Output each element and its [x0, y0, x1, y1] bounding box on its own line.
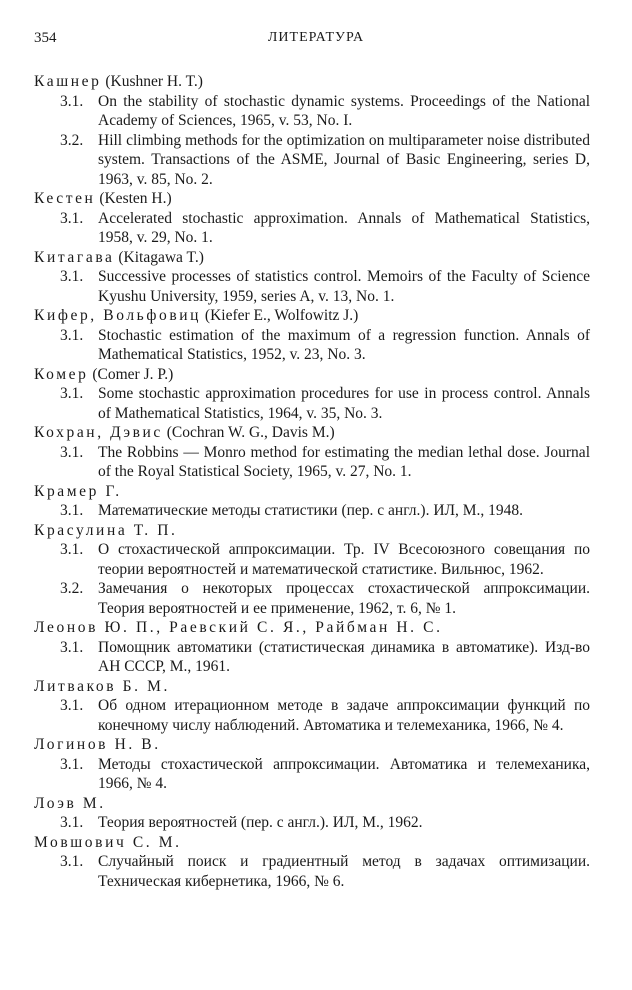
reference-entry	[34, 131, 590, 190]
entry-number: 3.1.	[60, 443, 84, 461]
entry-text: The Robbins — Monro method for estimating the median lethal dose. Journal of the Royal Statistical Society, 1965, v. 27, No. 1.	[98, 443, 590, 480]
reference-author	[34, 306, 590, 326]
reference-author	[34, 72, 590, 92]
reference-entry	[34, 638, 590, 677]
author-name: Комер	[34, 365, 89, 383]
entry-number: 3.1.	[60, 638, 84, 656]
reference-entry	[34, 540, 590, 579]
entry-text: Теория вероятностей (пер. с англ.). ИЛ, М., 1962.	[98, 814, 423, 831]
reference-author	[34, 618, 590, 638]
reference-entry	[34, 696, 590, 735]
author-name: Кашнер	[34, 73, 102, 90]
author-name: Кифер, Вольфовиц	[34, 307, 202, 324]
reference-author	[34, 423, 590, 443]
entry-number: 3.2.	[60, 131, 84, 149]
entry-number: 3.1.	[60, 268, 84, 285]
reference-entry	[34, 92, 590, 131]
author-latin-name: (Kitagawa T.)	[114, 248, 204, 266]
entry-number: 3.1.	[60, 209, 84, 227]
entry-text: Об одном итерационном методе в задаче аппроксимации функций по конечному числу наблюдений. Автоматика и телемеханика, 1966, № 4.	[98, 697, 590, 734]
reference-author	[34, 365, 590, 385]
reference-author	[34, 735, 590, 755]
author-name: Литваков Б. М.	[34, 677, 170, 695]
author-latin-name: (Comer J. P.)	[88, 365, 174, 383]
reference-entry	[34, 384, 590, 423]
page-header	[34, 30, 598, 50]
reference-author	[34, 248, 590, 268]
entry-text: Stochastic estimation of the maximum of a regression function. Annals of Mathematical Statistics, 1952, v. 23, No. 3.	[98, 326, 590, 363]
entry-text: Successive processes of statistics control. Memoirs of the Faculty of Science Kyushu University, 1959, series A, v. 13, No. 1.	[98, 268, 590, 305]
entry-number: 3.2.	[60, 580, 84, 597]
running-title: ЛИТЕРАТУРА	[267, 30, 365, 45]
entry-text: Помощник автоматики (статистическая динамика в автоматике). Изд-во АН СССР, М., 1961.	[98, 638, 590, 675]
entry-text: Замечания о некоторых процессах стохастической аппроксимации. Теория вероятностей и ее применение, 1962, т. 6, № 1.	[98, 580, 590, 617]
reference-author	[34, 482, 590, 502]
entry-number: 3.1.	[60, 755, 84, 773]
entry-text: Случайный поиск и градиентный метод в задачах оптимизации. Техническая кибернетика, 1966, № 6.	[98, 853, 590, 890]
author-latin-name: (Kiefer E., Wolfowitz J.)	[201, 307, 359, 324]
entry-text: Accelerated stochastic approximation. Annals of Mathematical Statistics, 1958, v. 29, No. 1.	[98, 209, 590, 246]
page-number: 354	[34, 30, 57, 46]
reference-entry	[34, 852, 590, 891]
author-name: Логинов Н. В.	[34, 736, 161, 753]
author-latin-name: (Kesten H.)	[95, 190, 172, 207]
entry-number: 3.1.	[60, 92, 84, 110]
author-latin-name: (Kushner H. T.)	[101, 73, 203, 90]
entry-text: Hill climbing methods for the optimization on multiparameter noise distributed system. Transactions of the ASME, Journal of Basic Engineering, series D, 1963, v. 85, No. 2.	[98, 131, 590, 188]
entry-text: Математические методы статистики (пер. с англ.). ИЛ, М., 1948.	[98, 502, 524, 519]
author-name: Кохран, Дэвис	[34, 424, 163, 441]
entry-number: 3.1.	[60, 385, 84, 402]
entry-number: 3.1.	[60, 541, 84, 558]
entry-number: 3.1.	[60, 853, 84, 870]
reference-author	[34, 833, 590, 853]
author-name: Кестен	[34, 190, 96, 207]
reference-author	[34, 521, 590, 541]
entry-number: 3.1.	[60, 697, 84, 714]
reference-author	[34, 794, 590, 814]
author-latin-name: (Cochran W. G., Davis M.)	[162, 424, 335, 441]
entry-number: 3.1.	[60, 326, 84, 344]
reference-list	[34, 72, 590, 891]
reference-entry	[34, 443, 590, 482]
reference-entry	[34, 813, 590, 833]
author-name: Лоэв М.	[34, 794, 106, 812]
entry-number: 3.1.	[60, 814, 84, 831]
entry-text: О стохастической аппроксимации. Тр. IV Всесоюзного совещания по теории вероятностей и математической статистике. Вильнюс, 1962.	[98, 541, 590, 578]
reference-entry	[34, 579, 590, 618]
reference-entry	[34, 501, 590, 521]
author-name: Китагава	[34, 248, 115, 266]
reference-entry	[34, 326, 590, 365]
entry-text: Методы стохастической аппроксимации. Автоматика и телемеханика, 1966, № 4.	[98, 755, 590, 792]
reference-entry	[34, 755, 590, 794]
entry-number: 3.1.	[60, 502, 84, 519]
reference-author	[34, 189, 590, 209]
author-name: Мовшович С. М.	[34, 833, 182, 851]
entry-text: Some stochastic approximation procedures for use in process control. Annals of Mathematical Statistics, 1964, v. 35, No. 3.	[98, 385, 590, 422]
author-name: Леонов Ю. П., Раевский С. Я., Райбман Н. С.	[34, 619, 443, 636]
author-name: Крамер Г.	[34, 482, 122, 500]
reference-author	[34, 677, 590, 697]
reference-entry	[34, 209, 590, 248]
reference-entry	[34, 267, 590, 306]
author-name: Красулина Т. П.	[34, 521, 178, 539]
entry-text: On the stability of stochastic dynamic systems. Proceedings of the National Academy of Sciences, 1965, v. 53, No. I.	[98, 92, 590, 129]
